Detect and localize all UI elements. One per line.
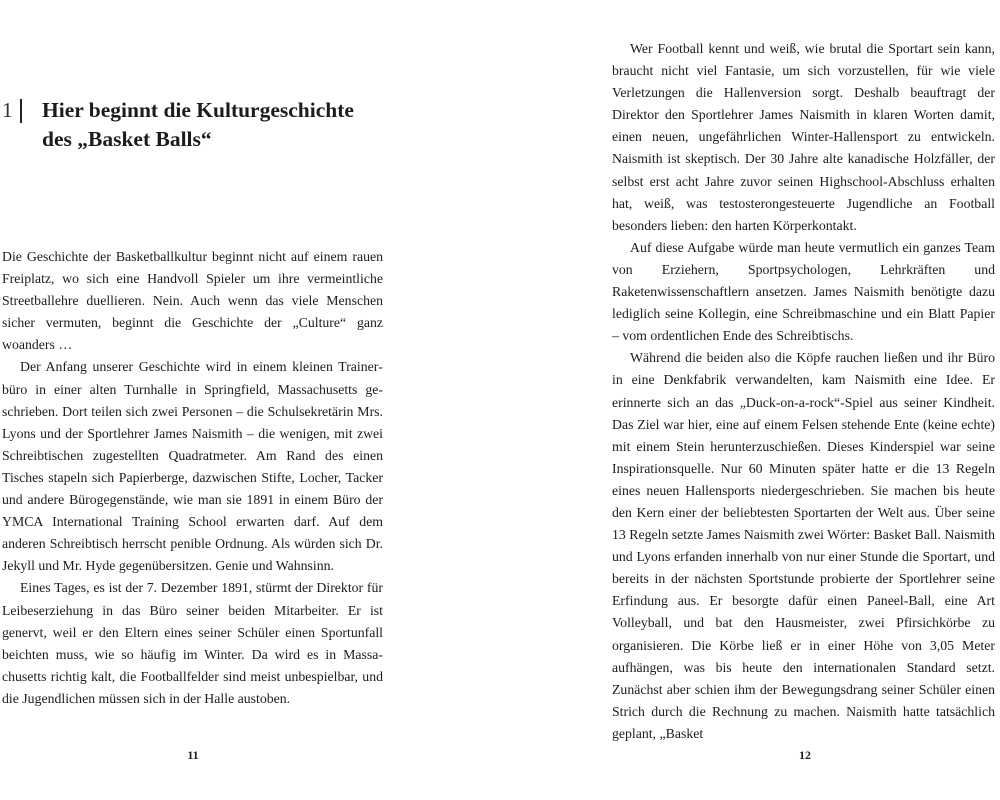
- chapter-divider: [20, 99, 22, 123]
- chapter-title-line-1: Hier beginnt die Kulturgeschichte: [42, 98, 354, 122]
- right-page: [612, 0, 1000, 800]
- paragraph: Der Anfang unserer Geschichte wird in einem kleinen Trainerbüro in einer alten Turnhalle in Springfield, Massachusetts geschrieben. Dort teilen sich zwei Personen – die Schulsekretärin Mrs. Lyons und der Sportlehrer James Naismith – die wenigen, mit zwei Schreibtischen zugestellten Quadratmeter. Am Rand des einen Tisches stapeln sich Papierberge, dazwischen Stifte, Locher, Tacker und andere Bürogegenstände, wie man sie 1891 in einem Büro der YMCA International Training School erwarten darf. Auf dem anderen Schreibtisch herrscht penible Ordnung. Als würden sich Dr. Jekyll und Mr. Hyde gegenübersitzen. Genie und Wahnsinn.: [2, 359, 383, 574]
- chapter-heading: [2, 96, 387, 154]
- page-number-right: 12: [799, 748, 811, 762]
- chapter-title-line-2: des „Basket Balls“: [42, 127, 212, 151]
- left-page: [0, 0, 390, 800]
- paragraph: Auf diese Aufgabe würde man heute vermutlich ein ganzes Team von Erziehern, Sportpsychologen, Lehrkräften und Raketenwissenschaftlern ansetzen. James Naismith benötigte dazu lediglich seine Kollegin, eine Schreibmaschine und ein Blatt Papier – vom ordentlichen Ende des Schreibtischs.: [612, 239, 995, 344]
- page-number-left: 11: [187, 748, 199, 762]
- paragraph: Eines Tages, es ist der 7. Dezember 1891, stürmt der Direktor für Leibeserziehung in das Büro seiner beiden Mitarbeiter. Er ist genervt, weil er den Eltern eines seiner Schüler einen Sportunfall beichten muss, wie so häufig im Winter. Da wird es in Massachusetts richtig kalt, die Footballfelder sind meist unbespielbar, und die Jugendlichen müssen sich in der Halle austoben.: [2, 580, 383, 706]
- paragraph: Die Geschichte der Basketballkultur beginnt nicht auf einem rauen Freiplatz, wo sich eine Handvoll Spieler um ihre vermeintliche Streetballehre duellieren. Nein. Auch wenn das viele Menschen sicher vermuten, beginnt die Geschichte der „Culture“ ganz woanders …: [2, 249, 383, 353]
- paragraph: Wer Football kennt und weiß, wie brutal die Sportart sein kann, braucht nicht viel Fantasie, um sich vorzustellen, für wie viele Verletzungen die Hallenversion sorgt. Deshalb beauftragt der Direktor den Sportlehrer James Naismith in klaren Worten damit, einen neuen, ungefährlichen Winter-Hallensport zu entwickeln. Naismith ist skeptisch. Der 30 Jahre alte kanadische Holzfäller, der selbst erst acht Jahre zuvor seinen Highschool-Abschluss erhalten hat, weiß, was testosterongesteuerte Jugendliche an Football besonders lieben: den harten Körperkontakt.: [612, 41, 995, 233]
- paragraph: Während die beiden also die Köpfe rauchen ließen und ihr Büro in eine Denkfabrik verwandelten, kam Naismith eine Idee. Er erinnerte sich an das „Duck-on-a-rock“-Spiel aus seiner Kindheit. Das Ziel war hier, eine auf einem Felsen stehende Ente (keine echte) mit einem Stein herunterzuschießen. Dieses Kinderspiel war seine Inspirationsquelle. Nur 60 Minuten später hatte er die 13 Regeln eines neuen Hallensports niedergeschrieben. Sie machen bis heute den Kern einer der beliebtesten Sportarten der Welt aus. Über seine 13 Regeln setzte James Naismith zwei Wörter: Basket Ball. Naismith und Lyons erfanden innerhalb von nur einer Stunde die Sportart, und bereits in der nächsten Sportstunde probierte der Sportlehrer seine Erfindung aus. Er besorgte dafür einen Paneel-Ball, eine Art Volleyball, und bat den Hausmeister, zwei Pfirsichkörbe zu organisieren. Die Körbe ließ er in einer Höhe von 3,05 Meter aufhängen, was bis heute den internationalen Standard setzt. Zunächst aber schien ihm der Bewegungsdrang seiner Schüler einen Strich durch die Rechnung zu machen. Naismith hatte tatsächlich geplant, „Basket: [612, 350, 995, 741]
- right-body-text: [612, 38, 995, 745]
- chapter-number: 1: [2, 98, 13, 122]
- left-body-text: [2, 246, 383, 710]
